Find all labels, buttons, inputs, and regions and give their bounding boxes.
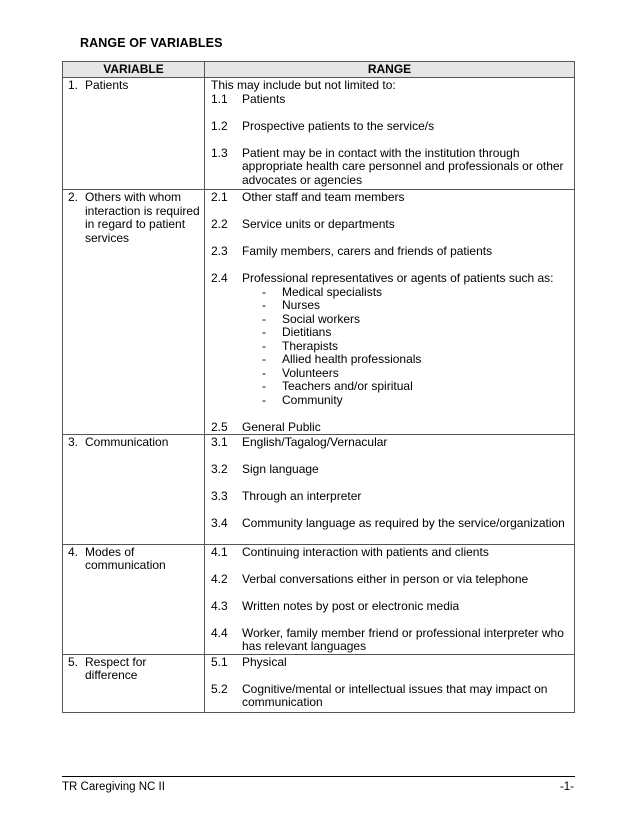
item-number: 2.3 — [211, 244, 228, 258]
variable-name: Others with whom interaction is required in regard to patient services — [85, 190, 200, 245]
item-number: 1.2 — [211, 118, 228, 133]
sub-item-text: Nurses — [282, 298, 321, 312]
variable-name: Communication — [85, 435, 169, 449]
table-row — [63, 654, 575, 712]
range-item — [211, 656, 570, 670]
table-row — [63, 435, 575, 545]
variable-cell — [63, 435, 205, 545]
variable-cell — [63, 78, 205, 190]
item-number: 2.5 — [211, 419, 228, 434]
range-item — [211, 120, 570, 134]
item-number: 2.1 — [211, 190, 228, 204]
item-text: Verbal conversations either in person or via telephone — [242, 571, 529, 586]
item-number: 5.1 — [211, 654, 228, 669]
item-text: Written notes by post or electronic media — [242, 598, 460, 613]
variable-cell — [63, 654, 205, 712]
sub-list-item: - Medical specialists — [262, 284, 383, 299]
item-text: Family members, carers and friends of patients — [242, 244, 493, 258]
range-cell — [205, 435, 575, 545]
item-text: Community language as required by the service/organization — [242, 516, 565, 530]
item-text: Physical — [242, 654, 287, 669]
item-text: Through an interpreter — [242, 489, 362, 503]
sub-item-text: Community — [282, 392, 343, 407]
range-item — [211, 573, 570, 587]
range-item — [211, 93, 570, 107]
sub-list-item: - Volunteers — [262, 365, 339, 380]
sub-list-item: - Nurses — [262, 298, 321, 312]
item-number: 1.3 — [211, 145, 228, 160]
item-number: 3.2 — [211, 462, 228, 476]
variable-cell — [63, 190, 205, 435]
range-item — [211, 421, 570, 435]
range-item — [211, 463, 570, 477]
item-number: 4.2 — [211, 571, 228, 586]
sub-list — [242, 286, 570, 408]
header-range: RANGE — [205, 62, 575, 78]
variable-number: 3. — [68, 435, 79, 449]
item-number: 2.2 — [211, 217, 228, 231]
item-number: 3.4 — [211, 516, 228, 530]
range-cell — [205, 654, 575, 712]
variable-cell — [63, 544, 205, 654]
item-text: Worker, family member friend or professional interpreter who has relevant languages — [242, 625, 564, 653]
table-row — [63, 190, 575, 435]
item-text: Service units or departments — [242, 217, 395, 231]
variable-name: Modes of communication — [85, 544, 166, 572]
sub-list-item: - Therapists — [262, 338, 339, 353]
variable-name: Patients — [85, 78, 129, 92]
item-number: 4.4 — [211, 625, 228, 640]
item-text: Cognitive/mental or intellectual issues that may impact on communication — [242, 681, 548, 709]
sub-item-text: Dietitians — [282, 325, 332, 339]
range-item — [211, 436, 570, 450]
item-number: 1.1 — [211, 91, 228, 106]
sub-item-text: Social workers — [282, 311, 361, 326]
footer-divider — [62, 776, 575, 777]
variable-name: Respect for difference — [85, 654, 147, 682]
range-cell — [205, 544, 575, 654]
range-item — [211, 218, 570, 232]
sub-item-text: Volunteers — [282, 365, 339, 380]
item-number: 3.1 — [211, 435, 228, 449]
item-text: Continuing interaction with patients and clients — [242, 544, 489, 559]
range-intro: This may include but not limited to: — [211, 78, 396, 92]
variable-number: 4. — [68, 544, 79, 559]
item-number: 3.3 — [211, 489, 228, 503]
sub-item-text: Allied health professionals — [282, 352, 422, 366]
range-item — [211, 147, 570, 188]
item-text: Other staff and team members — [242, 190, 405, 204]
item-text: Patients — [242, 91, 286, 106]
sub-list-item: - Allied health professionals — [262, 352, 422, 366]
item-text: General Public — [242, 419, 321, 434]
sub-item-text: Teachers and/or spiritual — [282, 379, 413, 393]
table-row — [63, 544, 575, 654]
range-item — [211, 245, 570, 259]
range-item — [211, 517, 570, 531]
range-item — [211, 627, 570, 654]
sub-list-item: - Dietitians — [262, 325, 332, 339]
range-item — [211, 600, 570, 614]
table-header-row — [63, 62, 575, 78]
sub-list-item: - Social workers — [262, 311, 361, 326]
range-item — [211, 683, 570, 710]
sub-list-item: - Community — [262, 392, 343, 407]
item-number: 4.3 — [211, 598, 228, 613]
item-number: 2.4 — [211, 271, 228, 285]
item-text: English/Tagalog/Vernacular — [242, 435, 388, 449]
footer-page-number: -1- — [559, 781, 574, 793]
variable-number: 1. — [68, 78, 79, 92]
range-of-variables-table — [62, 61, 575, 713]
range-item — [211, 272, 570, 286]
page-title: RANGE OF VARIABLES — [80, 36, 223, 50]
item-number: 4.1 — [211, 544, 228, 559]
header-variable: VARIABLE — [63, 62, 205, 78]
range-item — [211, 490, 570, 504]
table-row — [63, 78, 575, 190]
variable-number: 2. — [68, 190, 79, 204]
sub-list-item: - Teachers and/or spiritual — [262, 379, 413, 393]
sub-item-text: Medical specialists — [282, 284, 383, 299]
footer-document-title: TR Caregiving NC II — [62, 781, 165, 793]
range-item — [211, 191, 570, 205]
item-number: 5.2 — [211, 681, 228, 696]
variable-number: 5. — [68, 654, 79, 669]
range-item — [211, 546, 570, 560]
range-cell — [205, 190, 575, 435]
sub-item-text: Therapists — [282, 338, 339, 353]
item-text: Professional representatives or agents of patients such as: — [242, 271, 554, 285]
range-cell — [205, 78, 575, 190]
item-text: Patient may be in contact with the institution through appropriate health care personnel and professionals or other advocates or agencies — [242, 145, 564, 187]
item-text: Sign language — [242, 462, 319, 476]
item-text: Prospective patients to the service/s — [242, 118, 435, 133]
